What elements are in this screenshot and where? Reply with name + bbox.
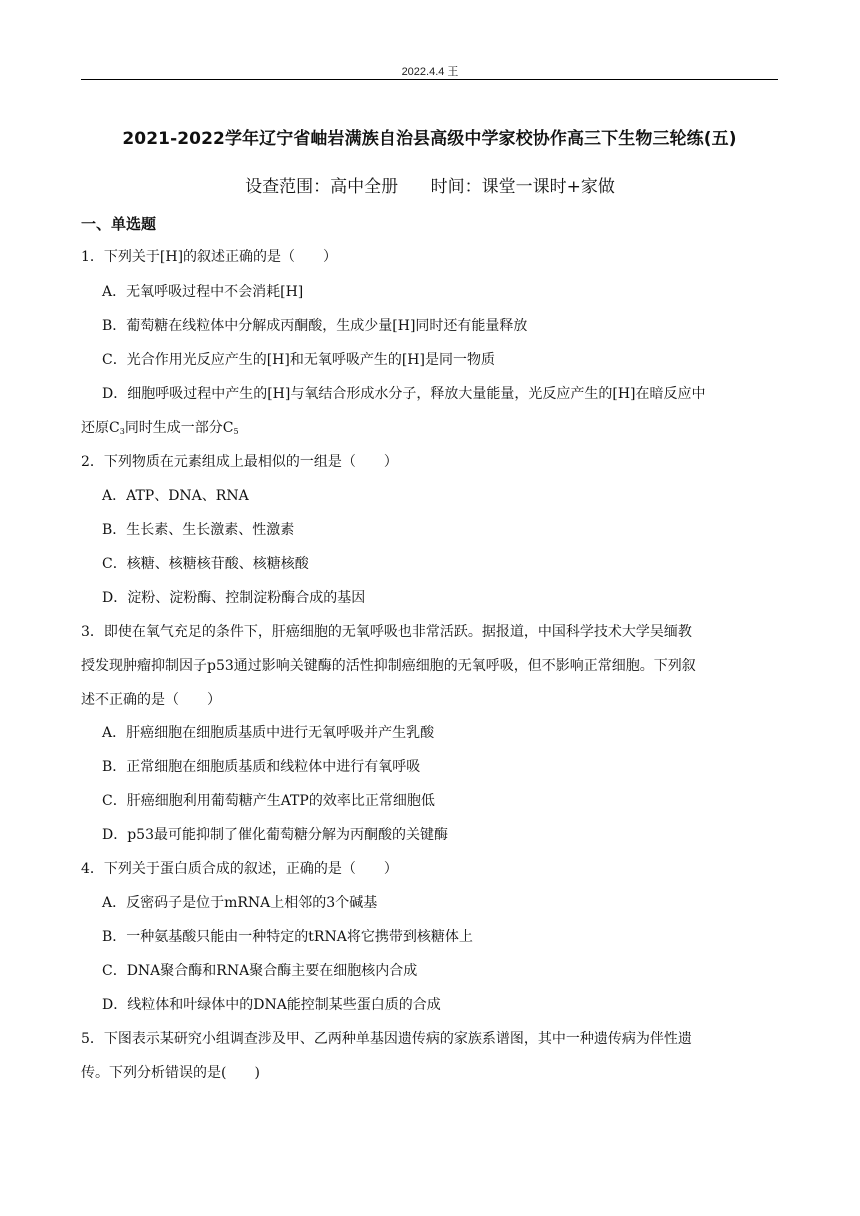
question-2-option-a: A．ATP、DNA、RNA — [102, 488, 249, 504]
page-header: 2022.4.4 王 — [401, 66, 459, 78]
question-1-option-d-continued: 还原$C_3$同时生成一部分$C_5$ — [81, 420, 239, 436]
section-heading: 一、单选题 — [81, 215, 157, 233]
question-1-option-d: D．细胞呼吸过程中产生的[H]与氧结合形成水分子，释放大量能量，光反应产生的[H]在暗反应中 — [102, 386, 706, 402]
question-4-option-a: A．反密码子是位于mRNA上相邻的3个碱基 — [102, 895, 378, 911]
document-subtitle: 设查范围：高中全册 时间：课堂一课时+家做 — [245, 177, 615, 197]
subscript: 5 — [233, 427, 239, 436]
question-2-option-b: B．生长素、生长激素、性激素 — [102, 522, 295, 538]
subscript: 3 — [119, 427, 125, 436]
question-3-stem-line-2: 授发现肿瘤抑制因子p53通过影响关键酶的活性抑制癌细胞的无氧呼吸，但不影响正常细胞。下列叙 — [81, 658, 696, 674]
question-1-option-a: A．无氧呼吸过程中不会消耗[H] — [102, 284, 304, 300]
question-2-option-c: C．核糖、核糖核苷酸、核糖核酸 — [102, 556, 309, 572]
question-3-option-b: B．正常细胞在细胞质基质和线粒体中进行有氧呼吸 — [102, 759, 421, 775]
question-5-stem-line-1: 5．下图表示某研究小组调查涉及甲、乙两种单基因遗传病的家族系谱图，其中一种遗传病为伴性遗 — [81, 1031, 692, 1047]
question-4-option-d: D．线粒体和叶绿体中的DNA能控制某些蛋白质的合成 — [102, 997, 441, 1013]
question-2-option-d: D．淀粉、淀粉酶、控制淀粉酶合成的基因 — [102, 590, 366, 606]
header-rule — [81, 79, 778, 80]
question-1-stem: 1．下列关于[H]的叙述正确的是（ ） — [81, 249, 338, 265]
question-3-option-d: D．p53最可能抑制了催化葡萄糖分解为丙酮酸的关键酶 — [102, 827, 448, 843]
question-3-option-c: C．肝癌细胞利用葡萄糖产生ATP的效率比正常细胞低 — [102, 793, 435, 809]
question-1-option-b: B．葡萄糖在线粒体中分解成丙酮酸，生成少量[H]同时还有能量释放 — [102, 318, 528, 334]
document-title: 2021-2022学年辽宁省岫岩满族自治县高级中学家校协作高三下生物三轮练(五) — [122, 129, 737, 149]
question-3-stem-line-1: 3．即使在氧气充足的条件下，肝癌细胞的无氧呼吸也非常活跃。据报道，中国科学技术大学吴缅教 — [81, 624, 692, 640]
question-3-stem-line-3: 述不正确的是（ ） — [81, 692, 221, 708]
question-4-stem: 4．下列关于蛋白质合成的叙述，正确的是（ ） — [81, 861, 398, 877]
question-3-option-a: A．肝癌细胞在细胞质基质中进行无氧呼吸并产生乳酸 — [102, 725, 435, 741]
question-1-option-c: C．光合作用光反应产生的[H]和无氧呼吸产生的[H]是同一物质 — [102, 352, 495, 368]
question-5-stem-line-2: 传。下列分析错误的是( ) — [81, 1065, 260, 1081]
question-2-stem: 2．下列物质在元素组成上最相似的一组是（ ） — [81, 454, 398, 470]
question-4-option-b: B．一种氨基酸只能由一种特定的tRNA将它携带到核糖体上 — [102, 929, 473, 945]
question-4-option-c: C．DNA聚合酶和RNA聚合酶主要在细胞核内合成 — [102, 963, 418, 979]
